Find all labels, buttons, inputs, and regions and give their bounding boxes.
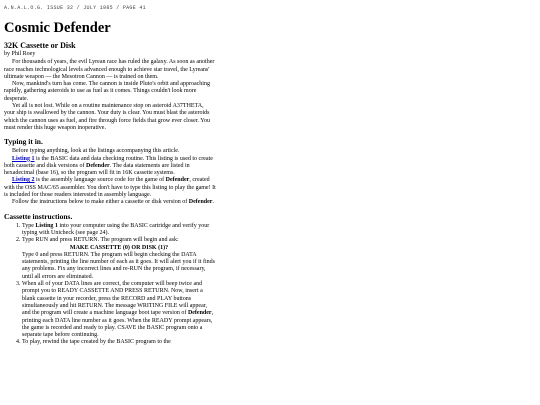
cassette-steps — [4, 223, 216, 347]
listing2-paragraph — [4, 177, 216, 199]
step-text: Type RUN and press RETURN. The program will begin and ask: — [22, 237, 179, 244]
step-text-end: , printing each DATA line number as it goes. When the READY prompt appears, the game is recorded and ready to play. CSAVE the BASIC program onto a separate tape before continuing. — [22, 310, 214, 339]
step-item — [22, 281, 216, 339]
prompt-text: MAKE CASSETTE (0) OR DISK (1)? — [69, 244, 169, 251]
step-text: To play, rewind the tape created by the BASIC program to the — [22, 339, 171, 346]
step-text-end: into your computer using the BASIC cartridge and verify your typing with Unicheck (see page 24). — [22, 222, 210, 236]
intro-paragraph: Yet all is not lost. While on a routine maintenance stop on asteroid A37THETA, your ship is swallowed by the cannon. Your duty is clear. You must blast the asteroids which the cannon uses as fuel, and fire through force fields that grow ever closer. You must render this huge weapon inoperative. — [4, 103, 210, 131]
game-name: Defender — [187, 310, 212, 317]
follow-text-end: . — [212, 199, 214, 206]
step-text: When all of your DATA lines are correct, the computer will beep twice and prompt you to READY CASSETTE AND PRESS RETURN. Now, insert a blank cassette in your recorder, press the RECORD and PLAY buttons simultaneously and hit RETURN. The message WRITING FILE will appear, and the program will create a machine language boot tape version of — [22, 281, 208, 317]
intro-paragraph: Now, mankind's turn has come. The cannon is inside Pluto's orbit and approaching rapidly, gathering asteroids to use as fuel as it comes. Things couldn't look more desperate. — [4, 81, 210, 102]
typing-heading: Typing it in. — [4, 137, 43, 147]
follow-text: Follow the instructions below to make either a cassette or disk version of — [12, 199, 189, 206]
game-name: Defender — [85, 162, 110, 169]
article-subtitle: 32K Cassette or Disk — [4, 41, 76, 50]
byline: by Phil Roey — [4, 51, 36, 57]
step-text-end: Type 0 and press RETURN. The program will begin checking the DATA statements, printing the line number of each as it goes. It will alert you if it finds any problems. Fix any incorrect lines and re-RUN the program, if necessary, until all errors are eliminated. — [22, 251, 215, 280]
page-header: A.N.A.L.O.G. ISSUE 32 / JULY 1985 / PAGE 41 — [4, 5, 146, 11]
step-item — [22, 223, 216, 238]
listing1-text: is the BASIC data and data checking routine. This listing is used to create both cassette and disk versions of — [4, 155, 213, 169]
game-name: Defender — [188, 199, 213, 206]
listing2-text-end: , created with the OSS MAC/65 assembler. You don't have to type this listing to play the game! It is included for those readers interested in assembly language. — [4, 177, 216, 199]
step-text: Type — [22, 222, 36, 229]
listing1-text-end: . The data statements are listed in hexadecimal (base 16), so the program will fit in 16K cassette systems. — [4, 162, 190, 177]
listing1-paragraph — [4, 156, 216, 178]
intro-paragraph: For thousands of years, the evil Lyrean race has ruled the galaxy. As soon as another race reaches technological levels advanced enough to achieve star travel, the Lyreans' ultimate weapon — the Mesotron Cannon — is trained on them. — [4, 59, 215, 80]
listing2-text: is the assembly language source code for the game of — [34, 177, 166, 184]
listing2-link[interactable]: Listing 2 — [12, 177, 35, 184]
listing1-link[interactable]: Listing 1 — [12, 155, 35, 162]
article — [4, 20, 216, 347]
cassette-heading: Cassette instructions. — [4, 211, 73, 221]
game-name: Defender — [165, 177, 190, 184]
typing-paragraph: Before typing anything, look at the listings accompanying this article. — [12, 148, 180, 155]
article-title: Cosmic Defender — [4, 20, 111, 36]
step-item — [22, 237, 216, 281]
step-item — [22, 339, 216, 346]
follow-paragraph — [4, 199, 216, 206]
listing-ref: Listing 1 — [35, 222, 58, 229]
